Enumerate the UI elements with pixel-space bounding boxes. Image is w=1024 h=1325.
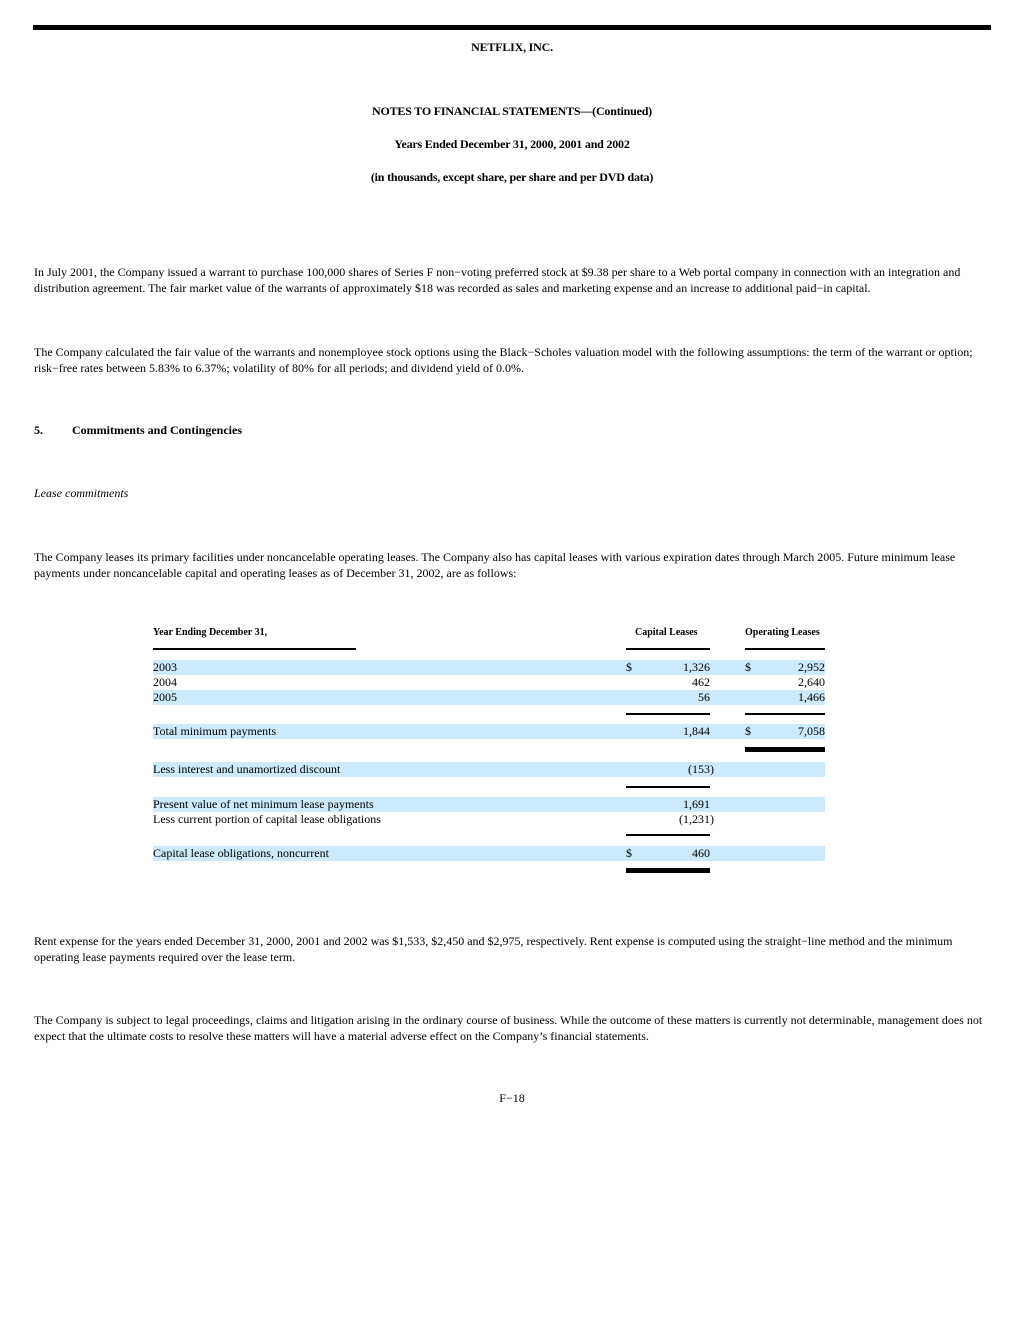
column-header-operating: Operating Leases [745, 627, 820, 638]
row-label: Total minimum payments [153, 724, 277, 738]
table-row [153, 690, 825, 705]
capital-value: 1,326 [683, 660, 710, 674]
row-label: Less interest and unamortized discount [153, 762, 341, 776]
period-subtitle: Years Ended December 31, 2000, 2001 and 2002 [394, 137, 630, 151]
table-row [153, 762, 825, 777]
rent-expense-paragraph: Rent expense for the years ended December 31, 2000, 2001 and 2002 was $1,533, $2,450 and $2,975, respectively. Rent expense is computed using the straight−line method and the minimum operating lease payments required over the lease term. [34, 934, 953, 964]
page-number: F−18 [499, 1091, 525, 1105]
top-rule [33, 25, 991, 30]
legal-paragraph: The Company is subject to legal proceedings, claims and litigation arising in the ordinary course of business. While the outcome of these matters is currently not determinable, management does not expect that the ultimate costs to resolve these matters will have a material adverse effect on the Company’s financial statements. [34, 1013, 983, 1043]
leases-intro-paragraph: The Company leases its primary facilities under noncancelable operating leases. The Company also has capital leases with various expiration dates through March 2005. Future minimum lease payments under noncancelable capital and operating leases as of December 31, 2002, are as follows: [34, 550, 956, 580]
row-label: 2005 [153, 690, 177, 704]
header-underline-year [153, 648, 356, 650]
operating-currency: $ [745, 660, 751, 674]
capital-value: 462 [692, 675, 710, 689]
subtotal-rule-operating [745, 713, 825, 715]
header-underline-capital [626, 648, 710, 650]
table-row [153, 724, 825, 739]
operating-value: 2,952 [798, 660, 825, 674]
capital-value: (1,231) [679, 812, 714, 826]
column-header-year: Year Ending December 31, [153, 627, 268, 638]
table-row [153, 846, 825, 861]
units-subtitle: (in thousands, except share, per share and per DVD data) [370, 170, 654, 184]
subtotal-rule-capital [626, 834, 710, 836]
capital-value: 1,844 [683, 724, 710, 738]
operating-value: 1,466 [798, 690, 825, 704]
row-label: 2004 [153, 675, 177, 689]
row-label: 2003 [153, 660, 177, 674]
capital-value: (153) [688, 762, 714, 776]
operating-currency: $ [745, 724, 751, 738]
operating-value: 2,640 [798, 675, 825, 689]
subtotal-rule-capital [626, 713, 710, 715]
header-underline-operating [745, 648, 825, 650]
lease-commitments-subheading: Lease commitments [34, 486, 129, 500]
capital-currency: $ [626, 660, 632, 674]
column-header-capital: Capital Leases [635, 627, 698, 638]
row-label: Present value of net minimum lease payments [153, 797, 374, 811]
total-double-rule-capital [626, 868, 710, 873]
capital-value: 1,691 [683, 797, 710, 811]
table-row [153, 675, 825, 690]
table-row [153, 812, 825, 827]
table-row [153, 797, 825, 812]
row-label: Capital lease obligations, noncurrent [153, 846, 329, 860]
page-title: NOTES TO FINANCIAL STATEMENTS—(Continued) [372, 104, 652, 118]
row-label: Less current portion of capital lease obligations [153, 812, 381, 826]
capital-value: 56 [698, 690, 710, 704]
operating-value: 7,058 [798, 724, 825, 738]
subtotal-rule-capital [626, 786, 710, 788]
capital-currency: $ [626, 846, 632, 860]
section-title: Commitments and Contingencies [72, 423, 242, 437]
black-scholes-paragraph: The Company calculated the fair value of the warrants and nonemployee stock options using the Black−Scholes valuation model with the following assumptions: the term of the warrant or option; risk−free rates between 5.83% to 6.37%; volatility of 80% for all periods; and dividend yield of 0.0%. [34, 345, 973, 375]
total-double-rule-operating [745, 747, 825, 752]
section-number: 5. [34, 423, 43, 437]
warrant-paragraph: In July 2001, the Company issued a warrant to purchase 100,000 shares of Series F non−voting preferred stock at $9.38 per share to a Web portal company in connection with an integration and distribution agreement. The fair market value of the warrants of approximately $18 was recorded as sales and marketing expense and an increase to additional paid−in capital. [34, 265, 961, 295]
capital-value: 460 [692, 846, 710, 860]
table-row [153, 660, 825, 675]
section-heading [34, 423, 242, 438]
company-name: NETFLIX, INC. [471, 40, 553, 54]
